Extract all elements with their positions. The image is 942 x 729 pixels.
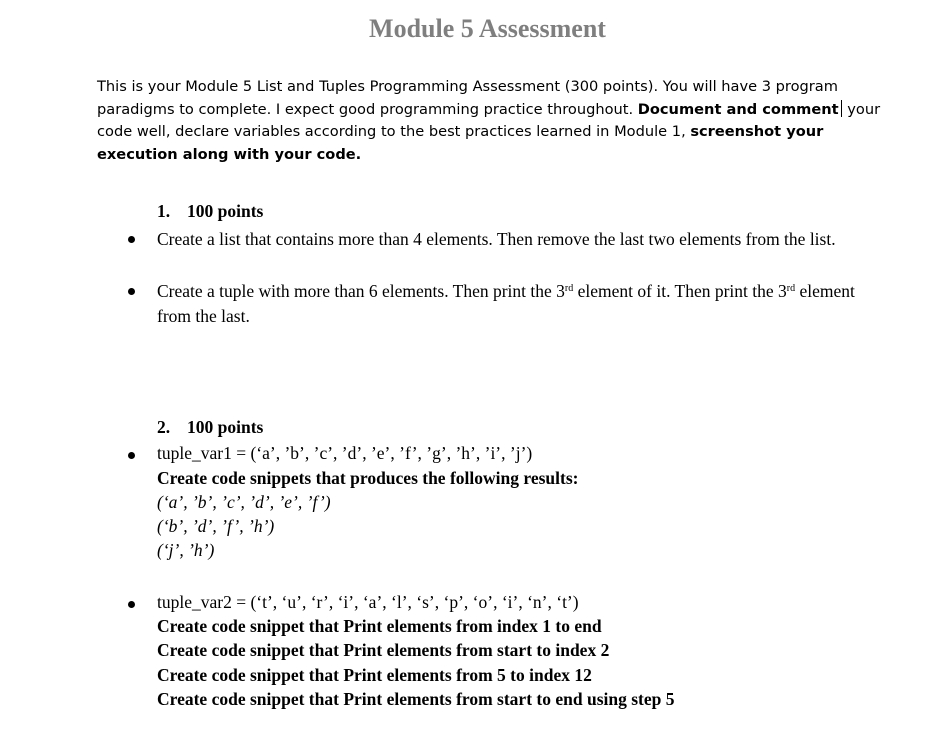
bullet2-text-a: Create a tuple with more than 6 elements. Then print the 3 bbox=[157, 281, 565, 301]
expected-result: (‘b’, ’d’, ’f’, ’h’) bbox=[157, 516, 275, 536]
task-line: Create code snippet that Print elements from start to index 2 bbox=[157, 640, 610, 660]
intro-bold-1: Document and comment bbox=[637, 100, 839, 118]
bullet-icon bbox=[128, 601, 135, 608]
superscript-rd: rd bbox=[564, 283, 574, 294]
tuple-var2-line: tuple_var2 = (‘t’, ‘u’, ‘r’, ‘i’, ‘a’, ‘l’, ‘s’, ‘p’, ‘o’, ‘i’, ‘n’, ‘t’) bbox=[157, 592, 579, 612]
section2-points: 100 points bbox=[187, 417, 264, 437]
expected-result: (‘j’, ’h’) bbox=[157, 540, 215, 560]
tuple-var1-line: tuple_var1 = (‘a’, ’b’, ’c’, ’d’, ’e’, ’f’, ’g’, ’h’, ’i’, ’j’) bbox=[157, 443, 533, 463]
section1-heading bbox=[157, 201, 263, 222]
bullet2-text-b: element of it. Then print the 3 bbox=[573, 281, 787, 301]
task-line: Create code snippet that Print elements from 5 to index 12 bbox=[157, 665, 592, 685]
section1-bullet1: Create a list that contains more than 4 elements. Then remove the last two elements from the list. bbox=[157, 229, 836, 249]
intro-paragraph bbox=[97, 76, 897, 166]
section1-points: 100 points bbox=[187, 201, 264, 221]
intro-text-2: your code well, declare variables according to the best practices learned in Module 1, bbox=[97, 100, 881, 140]
bullet2-text-c: element from the last. bbox=[157, 281, 855, 326]
bullet-icon bbox=[128, 288, 135, 295]
intro-text-1: This is your Module 5 List and Tuples Programming Assessment (300 points). You will have 3 program paradigms to complete. I expect good programming practice throughout. bbox=[97, 78, 838, 118]
section1-number: 1. bbox=[157, 201, 171, 221]
bullet-icon bbox=[128, 236, 135, 243]
section2-number: 2. bbox=[157, 417, 171, 437]
task-line: Create code snippet that Print elements from start to end using step 5 bbox=[157, 689, 675, 709]
section1-bullet2 bbox=[157, 279, 862, 329]
task-line: Create code snippet that Print elements from index 1 to end bbox=[157, 616, 602, 636]
section2-heading bbox=[157, 417, 263, 438]
bullet-icon bbox=[128, 452, 135, 459]
section2-instruction: Create code snippets that produces the following results: bbox=[157, 468, 579, 488]
page-title: Module 5 Assessment bbox=[369, 14, 606, 43]
intro-bold-2: screenshot your execution along with your code. bbox=[97, 123, 824, 163]
expected-result: (‘a’, ’b’, ’c’, ’d’, ’e’, ’f’) bbox=[157, 492, 331, 512]
text-cursor bbox=[841, 100, 842, 117]
superscript-rd: rd bbox=[786, 283, 796, 294]
